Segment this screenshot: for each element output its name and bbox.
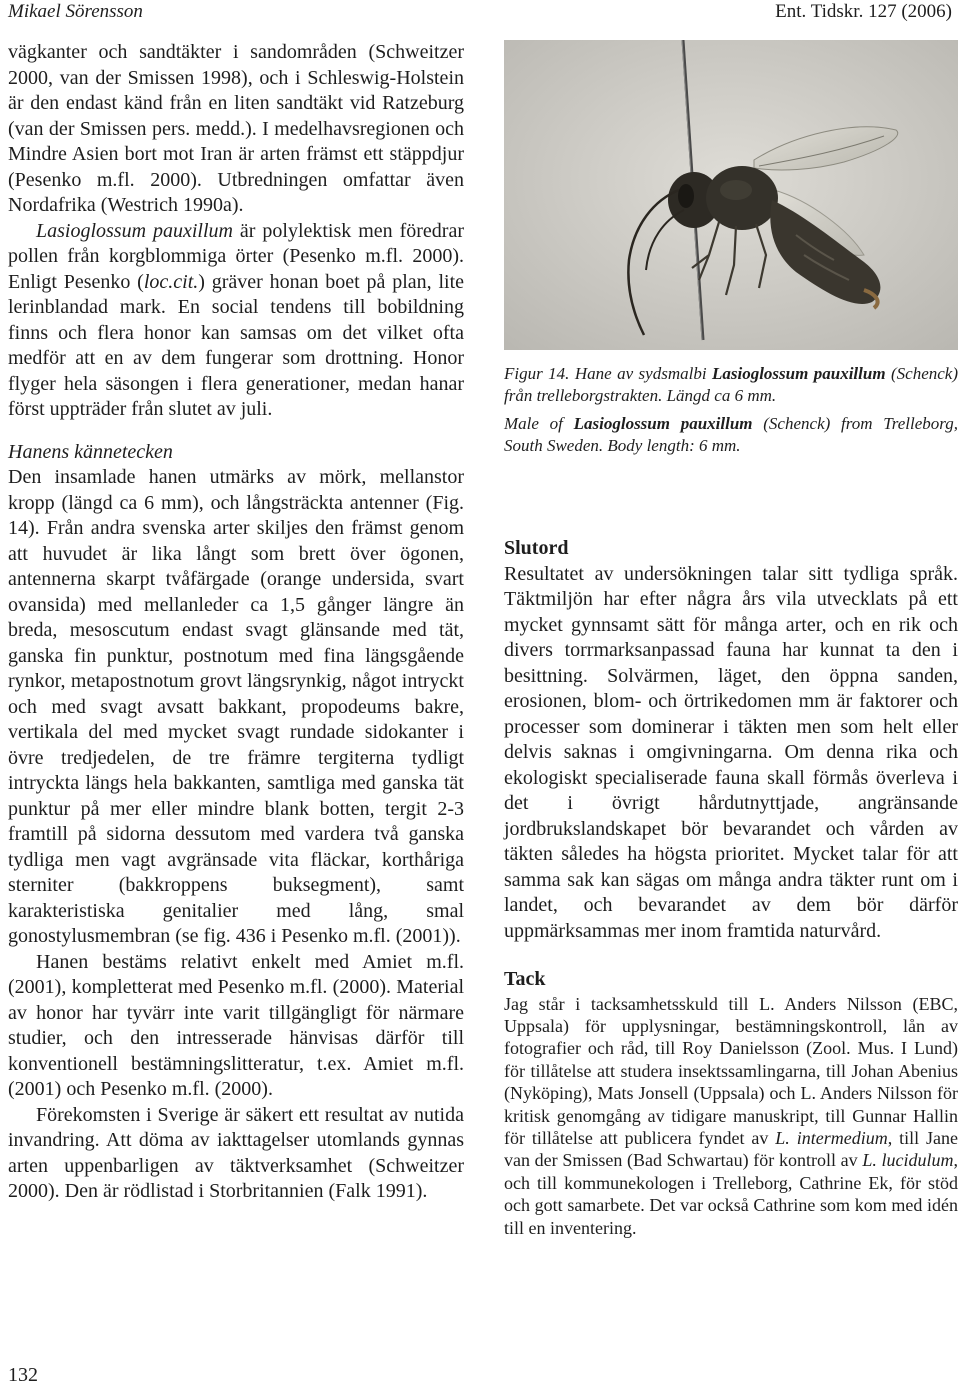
paragraph-male-description: Den insamlade hanen utmärks av mörk, mellanstor kropp (längd ca 6 mm), och långsträckta antenner (Fig. 14). Från andra svenska arter skiljes den främst genom att huvudet är lika långt som brett över ögonen, antennerna skarpt tvåfärgade (orange undersida, svart ovansida) med mellanleder ca 1,5 gånger längre än breda, mesoscutum endast svagt glänsande med tät, ganska fin punktur, postnotum med fina längsgående rynkor, metapostnotum grovt längsrynkig, något intryckt och med svagt avsatt bakkant, propodeums bakre, vertikala del med mycket svagt rundade sidokanter i övre tredjedelen, de tre främre tergiterna tydligt intryckta längs hela bakkanten, samtliga med ganska tät punktur på mer eller mindre blank botten, tergit 2-3 framtill på sidorna dessutom med vardera två ganska tydliga men vagt avgränsade vita fläckar, korthåriga sterniter (bakkroppens buksegment), samt karakteristiska genitalier med lång, smal gonostylusmembran (se fig. 436 i Pesenko m.fl. (2001)). <box>8 466 464 947</box>
paragraph-identification: Hanen bestäms relativt enkelt med Amiet m.fl. (2001), kompletterat med Pesenko m.fl. (2000). Material av honor har tyvärr inte varit tillgängligt för närmare studier, och den intresserade hänvisas därför till konventionell bestämningslitteratur, t.ex. Amiet m.fl. (2001) och Pesenko m.fl. (2000). <box>8 950 464 1100</box>
subheading-male-characters: Hanens kännetecken <box>8 440 173 463</box>
species-name: Lasioglossum pauxillum <box>36 219 233 242</box>
running-header-author: Mikael Sörensson <box>8 1 143 22</box>
heading-slutord: Slutord <box>504 537 569 559</box>
caption-swedish: Figur 14. Hane av sydsmalbi Lasioglossum pauxillum (Schenck) från trelleborgstrakten. Längd ca 6 mm. <box>504 364 958 405</box>
paragraph-biology: Lasioglossum pauxillum är polylektisk men föredrar pollen från korgblommiga örter (Pesenko m.fl. 2000). Enligt Pesenko (loc.cit.) gräver honan boet på plan, lite lerinblandad mark. En social tendens till bobildning finns och flera honor kan samsas om det vilket ofta medför att en av dem fungerar som drottning. Honor flyger hela säsongen i flera generationer, medan hanar först uppträder från slutet av juli. <box>8 219 464 420</box>
caption-english: Male of Lasioglossum pauxillum (Schenck) from Trelleborg, South Sweden. Body length: 6 mm. <box>504 414 958 455</box>
paragraph-occurrence: Förekomsten i Sverige är säkert ett resultat av nutida invandring. Att döma av iakttagelser utomlands gynnas arten uppenbarligen av täktverksamhet (Schweitzer 2000). Den är rödlistad i Storbritannien (Falk 1991). <box>8 1103 464 1202</box>
figure-caption <box>504 363 958 463</box>
running-header-journal: Ent. Tidskr. 127 (2006) <box>775 1 952 22</box>
figure-14-photo <box>504 40 958 350</box>
page-number: 132 <box>8 1364 38 1386</box>
right-column <box>504 536 958 1239</box>
paragraph-acknowledgements: Jag står i tacksamhetsskuld till L. Anders Nilsson (EBC, Uppsala) för upplysningar, bestämningskontroll, lån av fotografier och råd, till Roy Danielsson (Zool. Mus. I Lund) för tillåtelse att studera insektssamlingarna, till Johan Abenius (Nyköping), Mats Jonsell (Uppsala) och L. Anders Nilsson för kritisk genomgång av tidigare manuskript, till Gunnar Hallin för tillåtelse att publicera fyndet av L. intermedium, till Jane van der Smissen (Bad Schwartau) för kontroll av L. lucidulum, och till kommunekologen i Trelleborg, Cathrine Ek, för stöd och gott samarbete. Det var också Cathrine som kom med idén till en inventering. <box>504 993 958 1238</box>
paragraph-conclusion: Resultatet av undersökningen talar sitt tydliga språk. Täktmiljön har efter några års vila utvecklats på ett mycket gynnsamt sätt för många arter, och en rik och divers torrmarksanpassad fauna har kunnat ta den i besittning. Solvärmen, läget, den öppna sanden, erosionen, blom- och örtrikedomen mm är faktorer och processer som dominerar i täkten men som helt eller delvis saknas i omgivningarna. Om denna rika och ekologiskt specialiserade fauna skall förmås överleva i det i övrigt hårdutnyttjade, angränsande jordbrukslandskapet bör bevarandet och vården av täkten således ha högsta prioritet. Mycket talar för att samma sak kan sägas om många andra täkter runt om i landet, och bevarandet av dem bör därför uppmärksammas mer inom framtida naturvård. <box>504 562 958 942</box>
heading-tack: Tack <box>504 968 546 990</box>
left-column <box>8 40 464 1205</box>
paragraph-distribution: vägkanter och sandtäkter i sandområden (Schweitzer 2000, van der Smissen 1998), och i Schleswig-Holstein är den endast känd från en liten sandtäkt vid Ratzeburg (van der Smissen pers. medd.). I medelhavsregionen och Mindre Asien bort mot Iran är arten främst ett stäppdjur (Pesenko m.fl. 2000). Utbredningen omfattar även Nordafrika (Westrich 1990a). <box>8 41 464 216</box>
